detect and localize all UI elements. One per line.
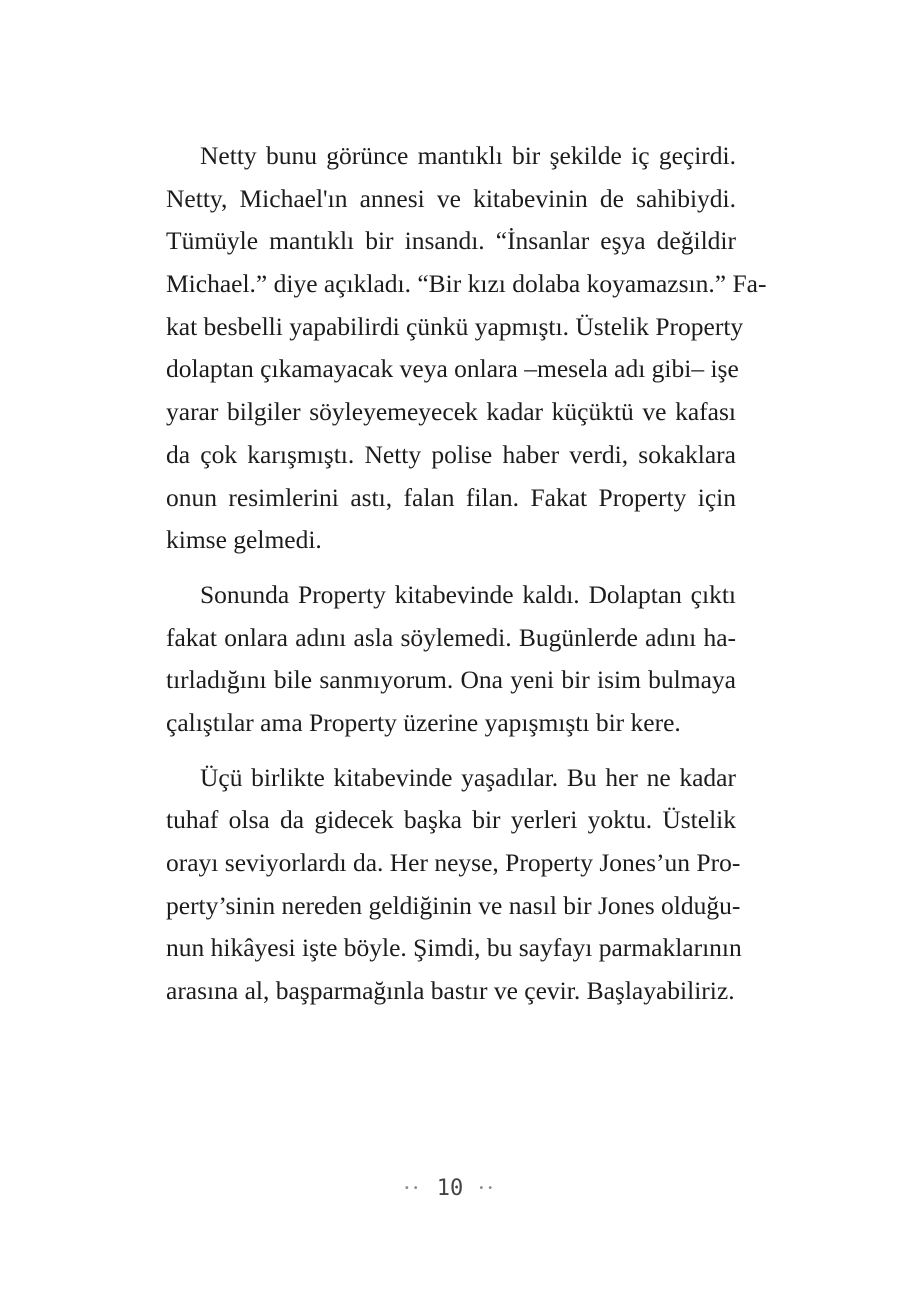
folio-ornament-right: •• — [478, 1183, 497, 1194]
paragraph-gap — [166, 745, 736, 757]
page-number: 10 — [436, 1176, 464, 1201]
text-line: Tümüyle mantıklı bir insandı. “İnsanlar eşya değildir — [166, 226, 736, 256]
paragraph-1 — [166, 135, 767, 562]
text-line: arasına al, başparmağınla bastır ve çevir. Başlayabiliriz. — [166, 976, 735, 1006]
text-line: onun resimlerini astı, falan filan. Fakat Property için — [166, 482, 736, 512]
text-line: kimse gelmedi. — [166, 525, 322, 555]
text-line: fakat onlara adını asla söylemedi. Bugünlerde adını ha- — [166, 622, 736, 652]
text-line: perty’sinin nereden geldiğinin ve nasıl bir Jones olduğu- — [166, 890, 741, 920]
text-line: çalıştılar ama Property üzerine yapışmıştı bir kere. — [166, 707, 681, 737]
text-line: kat besbelli yapabilirdi çünkü yapmıştı. Üstelik Property — [166, 311, 744, 341]
paragraph-3 — [166, 757, 742, 1013]
text-line: da çok karışmıştı. Netty polise haber verdi, sokaklara — [166, 439, 736, 469]
paragraph-2 — [166, 574, 736, 745]
text-line: dolaptan çıkamayacak veya onlara –mesela adı gibi– işe — [166, 354, 739, 384]
text-line: nun hikâyesi işte böyle. Şimdi, bu sayfayı parmaklarının — [166, 933, 742, 963]
text-line: tuhaf olsa da gidecek başka bir yerleri yoktu. Üstelik — [166, 805, 736, 835]
page-footer — [0, 1176, 900, 1201]
body-text — [166, 135, 767, 1013]
text-line: Netty, Michael'ın annesi ve kitabevinin de sahibiydi. — [166, 183, 736, 213]
paragraph-gap — [166, 562, 736, 574]
text-line: Üçü birlikte kitabevinde yaşadılar. Bu her ne kadar — [200, 762, 736, 792]
text-line: Sonunda Property kitabevinde kaldı. Dolaptan çıktı — [200, 579, 736, 609]
text-line: Netty bunu görünce mantıklı bir şekilde iç geçirdi. — [200, 141, 736, 170]
text-line: Michael.” diye açıkladı. “Bir kızı dolaba koyamazsın.” Fa- — [166, 269, 767, 299]
folio-ornament-left: •• — [403, 1183, 422, 1194]
text-line: yarar bilgiler söyleyemeyecek kadar küçüktü ve kafası — [166, 397, 736, 427]
text-line: tırladığını bile sanmıyorum. Ona yeni bir isim bulmaya — [166, 665, 736, 695]
text-line: orayı seviyorlardı da. Her neyse, Property Jones’un Pro- — [166, 848, 741, 877]
